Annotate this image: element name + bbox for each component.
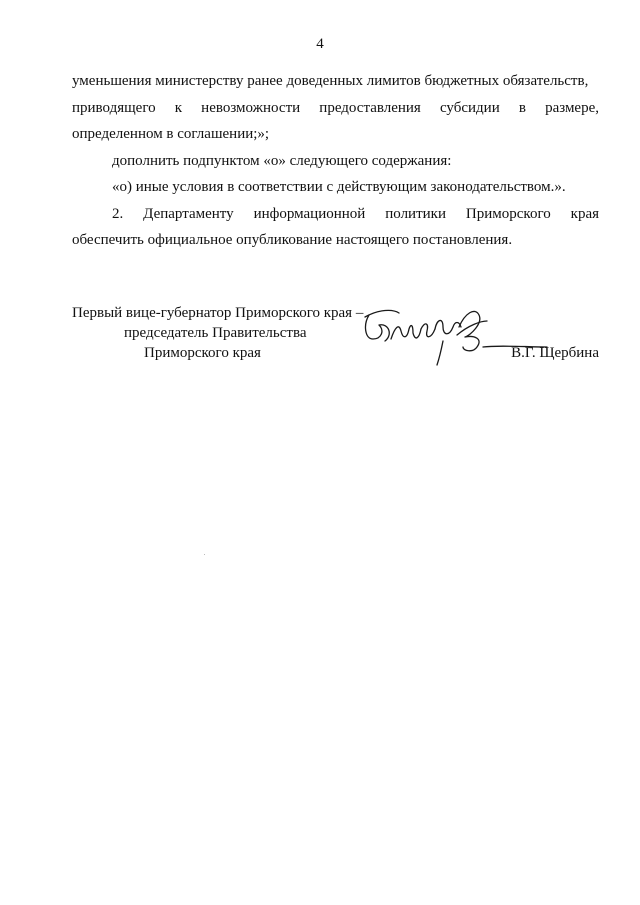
signature-block [72,303,599,383]
body-line: определенном в соглашении;»; [72,126,270,142]
body-line: обеспечить официальное опубликование настоящего постановления. [72,232,513,248]
signatory-position-line: Первый вице-губернатор Приморского края – [72,305,364,321]
body-line: дополнить подпунктом «о» следующего содержания: [112,152,452,169]
signatory-position-line: председатель Правительства [124,325,307,341]
scan-artifact [204,554,205,555]
document-body [72,68,599,254]
signatory-name: В.Г. Щербина [511,345,599,361]
body-line: уменьшения министерству ранее доведенных лимитов бюджетных обязательств, [72,73,589,89]
body-line: 2. Департаменту информационной политики Приморского края [112,205,599,222]
page-number: 4 [316,36,324,52]
body-line: приводящего к невозможности предоставления субсидии в размере, [72,99,599,116]
body-line: «о) иные условия в соответствии с действующим законодательством.». [112,179,566,195]
signatory-position-line: Приморского края [144,345,261,361]
